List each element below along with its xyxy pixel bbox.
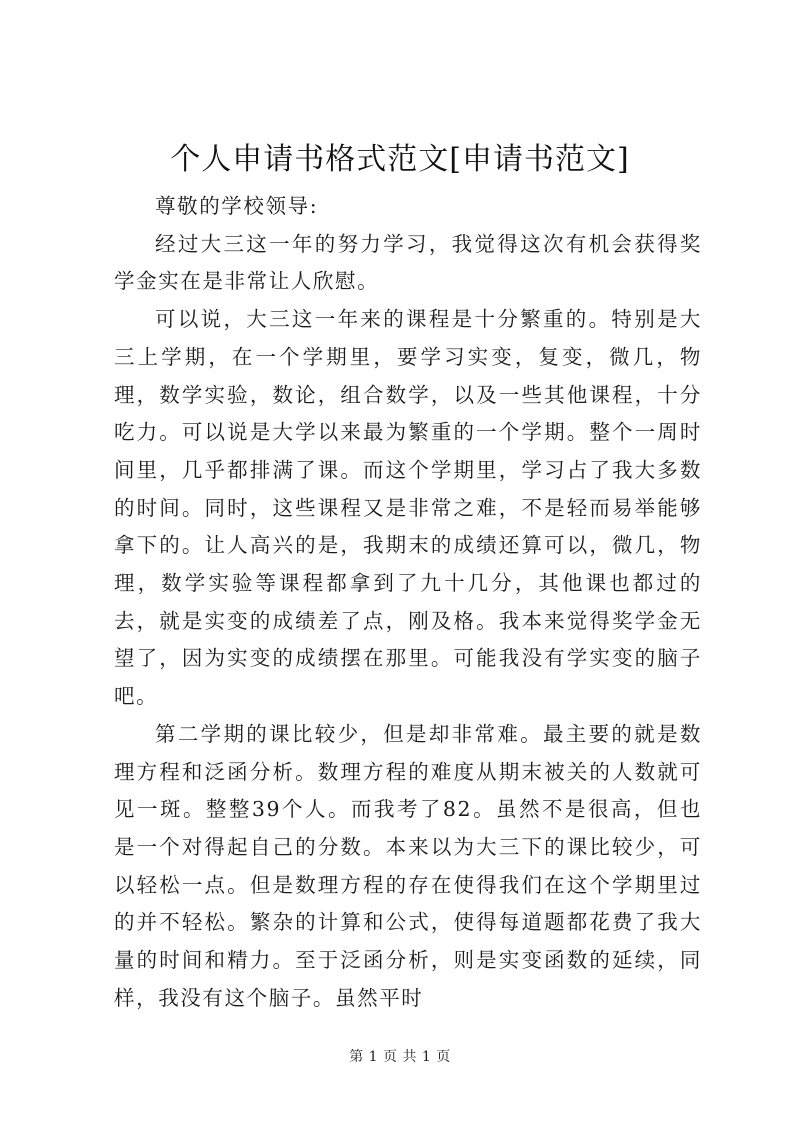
paragraph-2: 可以说，大三这一年来的课程是十分繁重的。特别是大三上学期，在一个学期里，要学习实变，复变，微几，物理，数学实验，数论，组合数学，以及一些其他课程，十分吃力。可以说是大学以来最为繁重的一个学期。整个一周时间里，几乎都排满了课。而这个学期里，学习占了我大多数的时间。同时，这些课程又是非常之难，不是轻而易举能够拿下的。让人高兴的是，我期末的成绩还算可以，微几，物理，数学实验等课程都拿到了九十几分，其他课也都过的去，就是实变的成绩差了点，刚及格。我本来觉得奖学金无望了，因为实变的成绩摆在那里。可能我没有学实变的脑子吧。 [114,307,702,709]
paragraph-1: 经过大三这一年的努力学习，我觉得这次有机会获得奖学金实在是非常让人欣慰。 [114,231,702,294]
document-title: 个人申请书格式范文[申请书范文] [170,142,630,177]
salutation: 尊敬的学校领导: [155,194,319,218]
page-number-footer: 第 1 页 共 1 页 [349,1049,451,1065]
document-body [114,188,702,1017]
paragraph-3: 第二学期的课比较少，但是却非常难。最主要的就是数理方程和泛函分析。数理方程的难度从期末被关的人数就可见一斑。整整39个人。而我考了82。虽然不是很高，但也是一个对得起自己的分数。本来以为大三下的课比较少，可以轻松一点。但是数理方程的存在使得我们在这个学期里过的并不轻松。繁杂的计算和公式，使得每道题都花费了我大量的时间和精力。至于泛函分析，则是实变函数的延续，同样，我没有这个脑子。虽然平时 [114,721,702,1010]
